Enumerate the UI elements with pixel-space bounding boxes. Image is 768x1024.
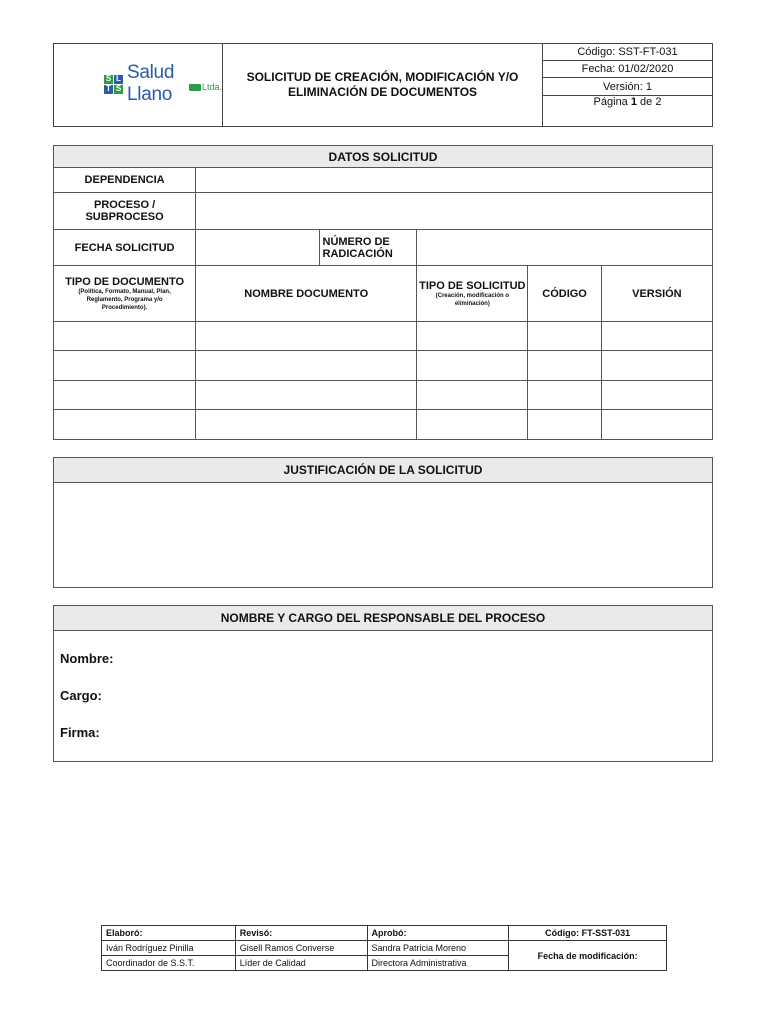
table-row bbox=[54, 381, 713, 410]
cargo-label: Cargo: bbox=[60, 688, 102, 703]
footer-codigo: Código: FT-SST-031 bbox=[509, 926, 667, 941]
aprobo-label: Aprobó: bbox=[367, 926, 509, 941]
elaboro-role: Coordinador de S.S.T. bbox=[102, 956, 236, 971]
fecha-solicitud-field[interactable] bbox=[196, 230, 319, 266]
justificacion-field[interactable] bbox=[54, 483, 713, 588]
col-tipo-solicitud: TIPO DE SOLICITUD (Creación, modificación o eliminación) bbox=[417, 266, 528, 322]
dependencia-field[interactable] bbox=[196, 168, 713, 193]
document-header bbox=[53, 43, 713, 127]
approval-footer bbox=[101, 925, 667, 971]
logo-brand-text: Salud Llano bbox=[127, 62, 175, 105]
numero-radicacion-field[interactable] bbox=[417, 230, 713, 266]
header-pagina: Página 1 de 2 bbox=[543, 95, 713, 126]
logo-cell bbox=[54, 44, 223, 127]
responsable-table bbox=[53, 605, 713, 762]
proceso-field[interactable] bbox=[196, 193, 713, 230]
header-fecha: Fecha: 01/02/2020 bbox=[543, 61, 713, 78]
header-codigo: Código: SST-FT-031 bbox=[543, 44, 713, 61]
col-codigo: CÓDIGO bbox=[528, 266, 601, 322]
datos-solicitud-title: DATOS SOLICITUD bbox=[54, 146, 713, 168]
header-version: Versión: 1 bbox=[543, 78, 713, 95]
col-version: VERSIÓN bbox=[601, 266, 712, 322]
fecha-solicitud-label: FECHA SOLICITUD bbox=[54, 230, 196, 266]
nombre-label: Nombre: bbox=[60, 651, 114, 666]
dependencia-label: DEPENDENCIA bbox=[54, 168, 196, 193]
firma-label: Firma: bbox=[60, 725, 100, 740]
reviso-label: Revisó: bbox=[235, 926, 367, 941]
reviso-role: Líder de Calidad bbox=[235, 956, 367, 971]
salud-llano-logo bbox=[104, 62, 222, 106]
elaboro-name: Iván Rodríguez Pinilla bbox=[102, 941, 236, 956]
table-row bbox=[54, 322, 713, 351]
document-title: SOLICITUD DE CREACIÓN, MODIFICACIÓN Y/O ELIMINACIÓN DE DOCUMENTOS bbox=[223, 44, 543, 127]
aprobo-role: Directora Administrativa bbox=[367, 956, 509, 971]
col-nombre-documento: NOMBRE DOCUMENTO bbox=[196, 266, 417, 322]
numero-radicacion-label: NÚMERO DE RADICACIÓN bbox=[319, 230, 417, 266]
logo-badge-icon bbox=[189, 84, 201, 91]
reviso-name: Gisell Ramos Converse bbox=[235, 941, 367, 956]
col-tipo-documento: TIPO DE DOCUMENTO (Política, Formato, Manual, Plan, Reglamento, Programa y/o Procedimiento). bbox=[54, 266, 196, 322]
logo-suffix: Ltda. bbox=[201, 82, 222, 92]
elaboro-label: Elaboró: bbox=[102, 926, 236, 941]
aprobo-name: Sandra Patricia Moreno bbox=[367, 941, 509, 956]
justificacion-title: JUSTIFICACIÓN DE LA SOLICITUD bbox=[54, 458, 713, 483]
justificacion-table bbox=[53, 457, 713, 588]
table-row bbox=[54, 410, 713, 440]
table-row bbox=[54, 351, 713, 381]
logo-mark-icon: S L T S bbox=[105, 74, 122, 93]
responsable-title: NOMBRE Y CARGO DEL RESPONSABLE DEL PROCESO bbox=[54, 606, 713, 631]
datos-solicitud-table bbox=[53, 145, 713, 440]
fecha-modificacion-label: Fecha de modificación: bbox=[509, 941, 667, 971]
proceso-label: PROCESO / SUBPROCESO bbox=[54, 193, 196, 230]
